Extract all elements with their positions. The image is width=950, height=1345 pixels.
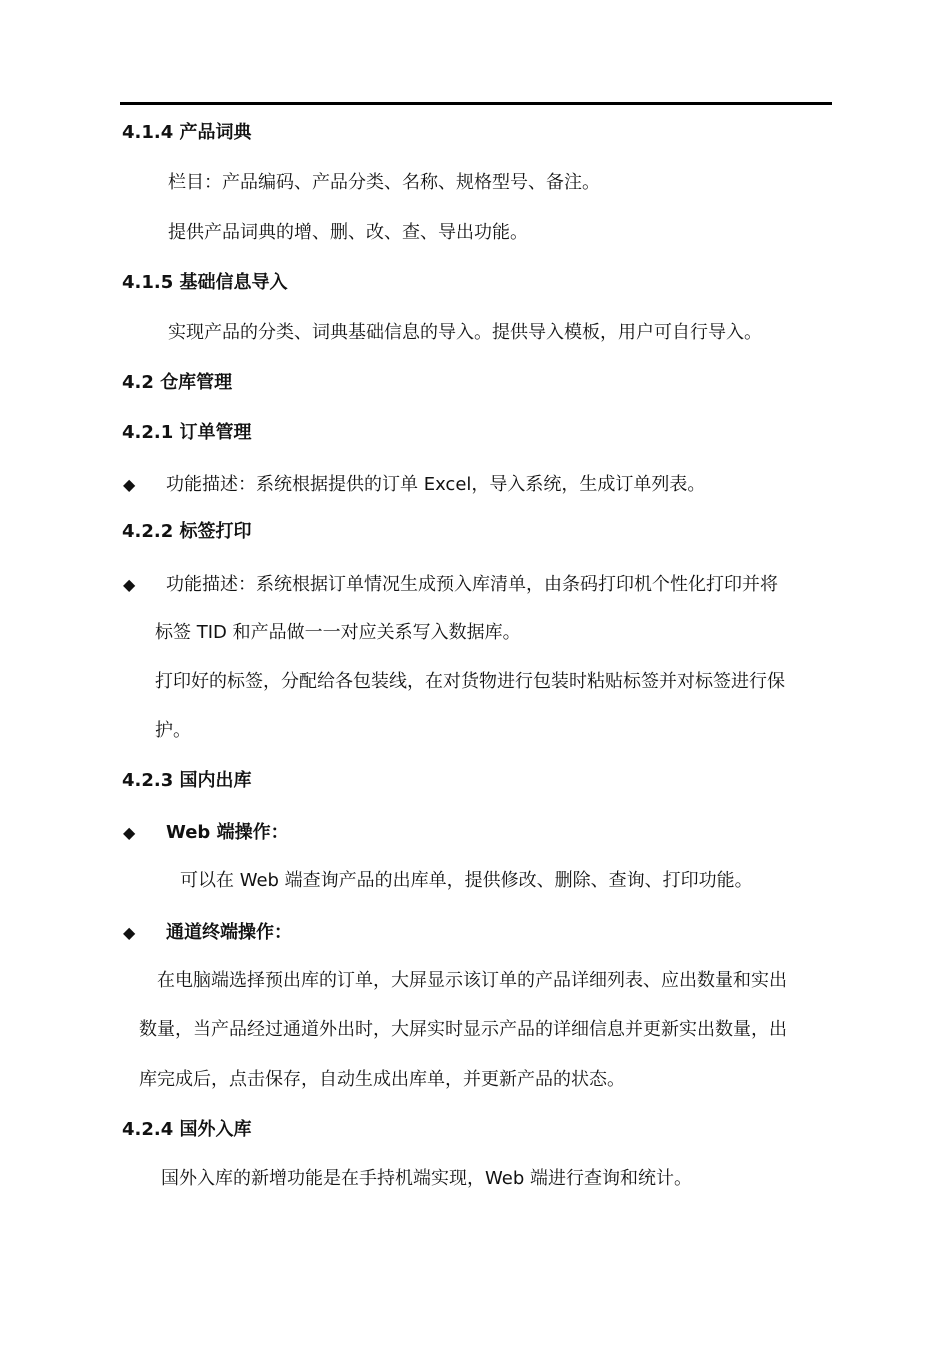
paragraph-functions: 提供产品词典的增、删、改、查、导出功能。	[168, 222, 528, 243]
channel-operation-line2: 数量，当产品经过通道外出时，大屏实时显示产品的详细信息并更新实出数量，出	[139, 1019, 787, 1040]
heading-4-2-1: 4.2.1 订单管理	[122, 422, 252, 443]
bullet-order-function: 功能描述：系统根据提供的订单 Excel，导入系统，生成订单列表。	[166, 474, 706, 495]
bullet-label-function-line1: 功能描述：系统根据订单情况生成预入库清单，由条码打印机个性化打印并将	[166, 574, 778, 595]
paragraph-columns: 栏目：产品编码、产品分类、名称、规格型号、备注。	[168, 172, 600, 193]
web-operation-text: 可以在 Web 端查询产品的出库单，提供修改、删除、查询、打印功能。	[180, 870, 753, 891]
heading-4-1-5: 4.1.5 基础信息导入	[122, 272, 288, 293]
bullet-diamond-icon: ◆	[123, 823, 136, 842]
heading-4-1-4: 4.1.4 产品词典	[122, 122, 252, 143]
heading-4-2-2: 4.2.2 标签打印	[122, 521, 252, 542]
heading-4-2: 4.2 仓库管理	[122, 372, 233, 393]
bullet-label-function-line2: 标签 TID 和产品做一一对应关系写入数据库。	[155, 622, 521, 643]
channel-operation-line3: 库完成后，点击保存，自动生成出库单，并更新产品的状态。	[139, 1069, 625, 1090]
paragraph-label-line2: 护。	[155, 720, 191, 741]
bullet-diamond-icon: ◆	[123, 923, 136, 942]
heading-4-2-4: 4.2.4 国外入库	[122, 1119, 252, 1140]
web-operation-title: Web 端操作：	[166, 822, 289, 843]
bullet-diamond-icon: ◆	[123, 475, 136, 494]
heading-4-2-3: 4.2.3 国内出库	[122, 770, 252, 791]
paragraph-foreign-inbound: 国外入库的新增功能是在手持机端实现，Web 端进行查询和统计。	[161, 1168, 692, 1189]
paragraph-import: 实现产品的分类、词典基础信息的导入。提供导入模板，用户可自行导入。	[168, 322, 762, 343]
header-rule	[120, 102, 832, 105]
bullet-diamond-icon: ◆	[123, 575, 136, 594]
paragraph-label-line1: 打印好的标签，分配给各包装线，在对货物进行包装时粘贴标签并对标签进行保	[155, 671, 785, 692]
channel-operation-title: 通道终端操作：	[166, 922, 292, 943]
channel-operation-line1: 在电脑端选择预出库的订单，大屏显示该订单的产品详细列表、应出数量和实出	[157, 970, 787, 991]
